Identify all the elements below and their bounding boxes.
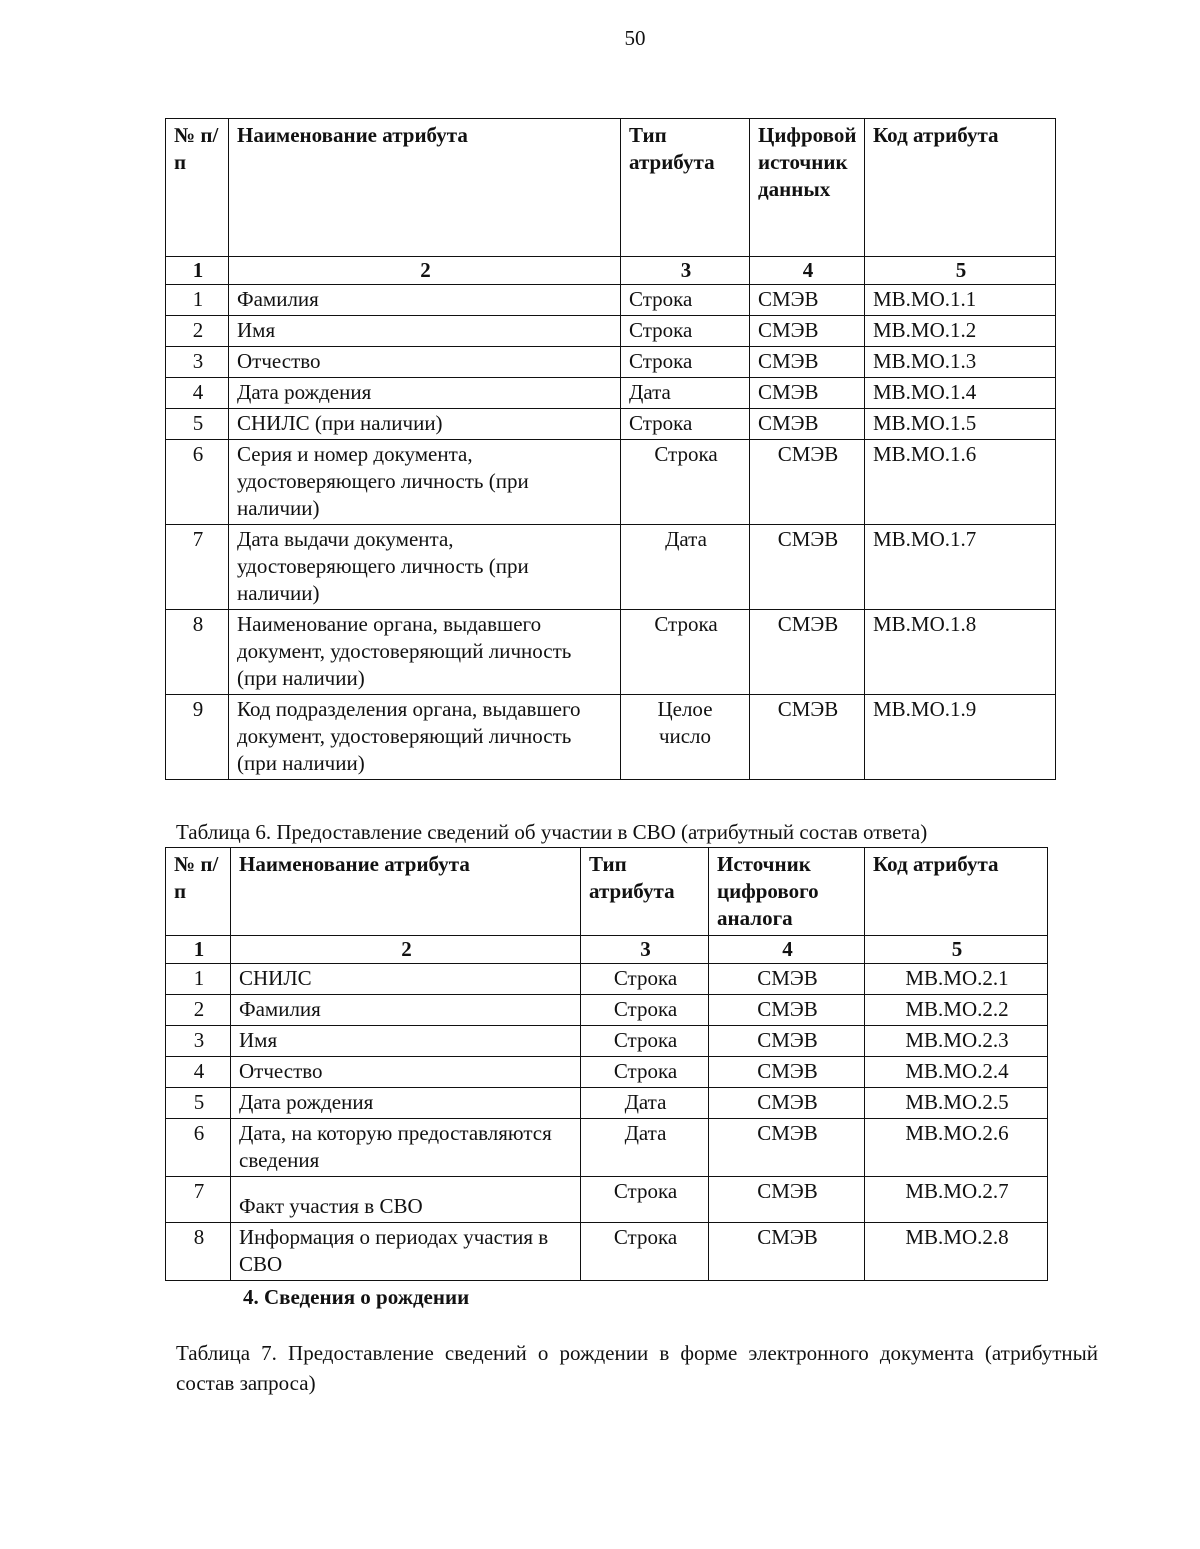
column-number-row [166, 257, 1056, 285]
header-data-source: Цифровой источник данных [750, 119, 865, 257]
attribute-type: Строка [581, 1057, 709, 1088]
row-number: 7 [166, 1177, 231, 1223]
header-attribute-type: Тип атрибута [581, 848, 709, 936]
row-number: 9 [166, 695, 229, 780]
attribute-name: Серия и номер документа, удостоверяющего личность (при наличии) [229, 440, 621, 525]
column-number: 2 [231, 936, 581, 964]
table-row [166, 378, 1056, 409]
attribute-code: MB.MO.2.1 [865, 964, 1048, 995]
row-number: 8 [166, 1223, 231, 1281]
table-row [166, 1177, 1048, 1223]
attributes-table-1 [165, 118, 1056, 780]
row-number: 7 [166, 525, 229, 610]
data-source: СМЭВ [750, 378, 865, 409]
attribute-type: Строка [581, 964, 709, 995]
attribute-code: MB.MO.1.7 [865, 525, 1056, 610]
column-number: 2 [229, 257, 621, 285]
table-header-row [166, 848, 1048, 936]
row-number: 3 [166, 347, 229, 378]
row-number: 8 [166, 610, 229, 695]
attribute-code: MB.MO.1.9 [865, 695, 1056, 780]
data-source: СМЭВ [709, 1088, 865, 1119]
attribute-name: Отчество [231, 1057, 581, 1088]
attribute-name: СНИЛС (при наличии) [229, 409, 621, 440]
data-source: СМЭВ [709, 1057, 865, 1088]
header-attribute-name: Наименование атрибута [231, 848, 581, 936]
attribute-name: Дата рождения [231, 1088, 581, 1119]
attribute-type: Строка [581, 995, 709, 1026]
table-6-caption: Таблица 6. Предоставление сведений об участии в СВО (атрибутный состав ответа) [176, 820, 928, 844]
data-source: СМЭВ [750, 440, 865, 525]
attribute-name: Имя [229, 316, 621, 347]
page-number: 50 [624, 26, 646, 50]
row-number: 4 [166, 378, 229, 409]
section-heading: 4. Сведения о рождении [243, 1285, 470, 1309]
attribute-code: MB.MO.1.8 [865, 610, 1056, 695]
attribute-name: Дата выдачи документа, удостоверяющего личность (при наличии) [229, 525, 621, 610]
attribute-code: MB.MO.1.3 [865, 347, 1056, 378]
header-attribute-name: Наименование атрибута [229, 119, 621, 257]
attribute-code: MB.MO.2.8 [865, 1223, 1048, 1281]
attribute-name: Информация о периодах участия в СВО [231, 1223, 581, 1281]
attribute-name: Наименование органа, выдавшего документ, удостоверяющий личность (при наличии) [229, 610, 621, 695]
table-row [166, 440, 1056, 525]
data-source: СМЭВ [709, 995, 865, 1026]
attribute-code: MB.MO.1.1 [865, 285, 1056, 316]
attribute-name: Дата, на которую предоставляются сведения [231, 1119, 581, 1177]
column-number: 5 [865, 257, 1056, 285]
data-source: СМЭВ [709, 1026, 865, 1057]
attribute-type: Строка [621, 440, 750, 525]
table-row [166, 695, 1056, 780]
attribute-code: MB.MO.2.7 [865, 1177, 1048, 1223]
data-source: СМЭВ [750, 409, 865, 440]
attribute-code: MB.MO.1.4 [865, 378, 1056, 409]
data-source: СМЭВ [709, 1177, 865, 1223]
table-row [166, 1088, 1048, 1119]
row-number: 5 [166, 409, 229, 440]
table-row [166, 610, 1056, 695]
data-source: СМЭВ [709, 1119, 865, 1177]
column-number: 3 [581, 936, 709, 964]
header-number: № п/п [166, 119, 229, 257]
attribute-type: Дата [621, 378, 750, 409]
header-attribute-code: Код атрибута [865, 848, 1048, 936]
data-source: СМЭВ [750, 285, 865, 316]
attribute-code: MB.MO.1.6 [865, 440, 1056, 525]
attribute-code: MB.MO.2.6 [865, 1119, 1048, 1177]
attribute-type: Строка [581, 1177, 709, 1223]
row-number: 2 [166, 316, 229, 347]
column-number-row [166, 936, 1048, 964]
table-row [166, 347, 1056, 378]
row-number: 2 [166, 995, 231, 1026]
attribute-type: Дата [621, 525, 750, 610]
row-number: 5 [166, 1088, 231, 1119]
table-row [166, 409, 1056, 440]
row-number: 1 [166, 285, 229, 316]
attribute-type: Дата [581, 1088, 709, 1119]
attribute-type: Строка [621, 347, 750, 378]
row-number: 4 [166, 1057, 231, 1088]
attribute-code: MB.MO.2.4 [865, 1057, 1048, 1088]
column-number: 1 [166, 257, 229, 285]
table-row [166, 995, 1048, 1026]
data-source: СМЭВ [750, 610, 865, 695]
column-number: 5 [865, 936, 1048, 964]
table-row [166, 964, 1048, 995]
data-source: СМЭВ [750, 316, 865, 347]
attribute-name: Фамилия [231, 995, 581, 1026]
attribute-name: Фамилия [229, 285, 621, 316]
data-source: СМЭВ [709, 1223, 865, 1281]
table-row [166, 285, 1056, 316]
column-number: 4 [709, 936, 865, 964]
attribute-code: MB.MO.2.3 [865, 1026, 1048, 1057]
attribute-code: MB.MO.1.2 [865, 316, 1056, 347]
attribute-code: MB.MO.1.5 [865, 409, 1056, 440]
attribute-type: Целое число [621, 695, 750, 780]
attribute-name: Имя [231, 1026, 581, 1057]
row-number: 1 [166, 964, 231, 995]
row-number: 3 [166, 1026, 231, 1057]
table-row [166, 1223, 1048, 1281]
header-attribute-type: Тип атрибута [621, 119, 750, 257]
header-attribute-code: Код атрибута [865, 119, 1056, 257]
attribute-type: Строка [581, 1223, 709, 1281]
attribute-name: Отчество [229, 347, 621, 378]
attribute-name: СНИЛС [231, 964, 581, 995]
attribute-name: Факт участия в СВО [231, 1177, 581, 1223]
column-number: 3 [621, 257, 750, 285]
table-7-caption: Таблица 7. Предоставление сведений о рождении в форме электронного документа (атрибутный состав запроса) [176, 1341, 1098, 1395]
attribute-type: Строка [621, 409, 750, 440]
row-number: 6 [166, 440, 229, 525]
attribute-type: Дата [581, 1119, 709, 1177]
column-number: 4 [750, 257, 865, 285]
row-number: 6 [166, 1119, 231, 1177]
attribute-type: Строка [621, 316, 750, 347]
attribute-type: Строка [621, 285, 750, 316]
attribute-name: Код подразделения органа, выдавшего документ, удостоверяющий личность (при наличии) [229, 695, 621, 780]
attribute-code: MB.MO.2.2 [865, 995, 1048, 1026]
attribute-code: MB.MO.2.5 [865, 1088, 1048, 1119]
data-source: СМЭВ [750, 347, 865, 378]
attribute-name: Дата рождения [229, 378, 621, 409]
table-row [166, 316, 1056, 347]
data-source: СМЭВ [750, 695, 865, 780]
data-source: СМЭВ [709, 964, 865, 995]
table-header-row [166, 119, 1056, 257]
table-row [166, 525, 1056, 610]
table-row [166, 1057, 1048, 1088]
table-row [166, 1119, 1048, 1177]
column-number: 1 [166, 936, 231, 964]
attributes-table-6 [165, 847, 1048, 1281]
data-source: СМЭВ [750, 525, 865, 610]
header-number: № п/п [166, 848, 231, 936]
table-row [166, 1026, 1048, 1057]
attribute-type: Строка [621, 610, 750, 695]
header-digital-analog-source: Источник цифрового аналога [709, 848, 865, 936]
attribute-type: Строка [581, 1026, 709, 1057]
